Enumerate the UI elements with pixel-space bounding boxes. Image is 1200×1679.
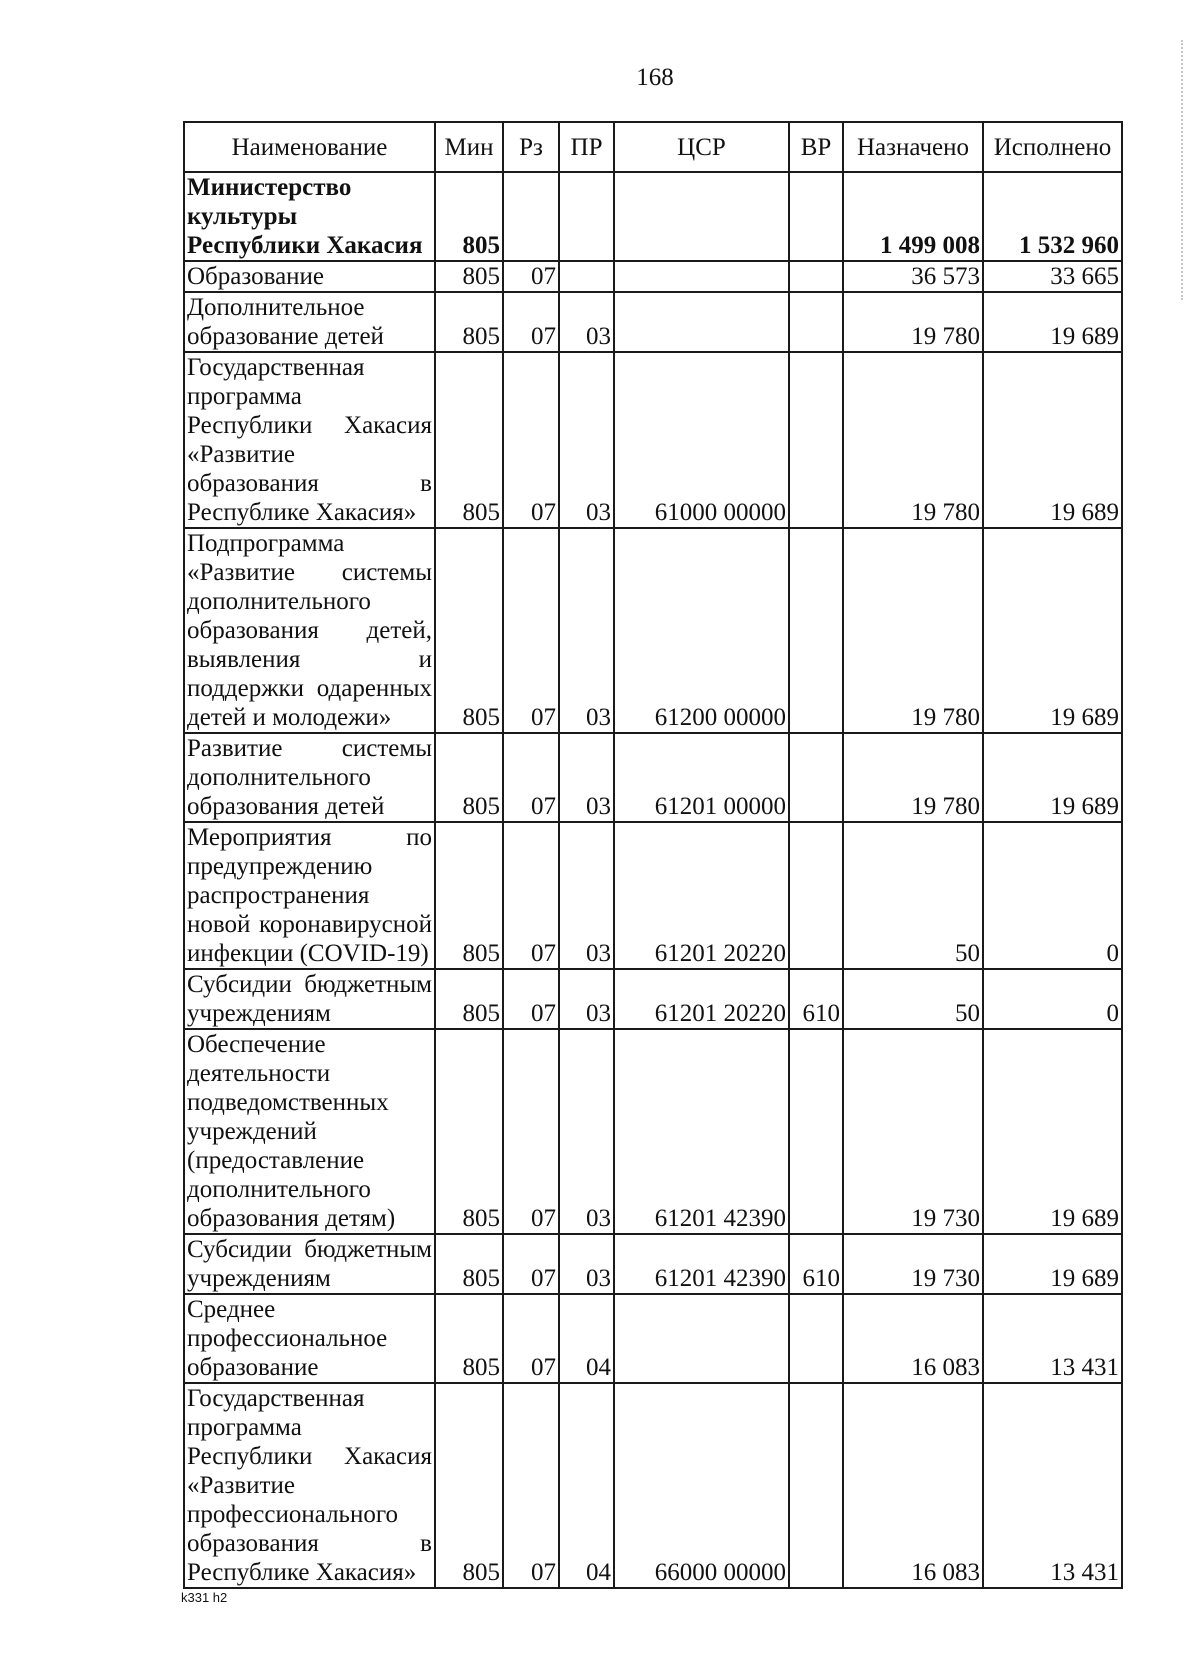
cell-vr [789,1383,843,1588]
footer-code: k331 h2 [181,1590,228,1605]
page-number: 168 [636,64,674,91]
cell-min: 805 [435,1383,503,1588]
scan-artifact [1181,40,1187,300]
cell-pr: 03 [559,822,614,969]
column-header-min: Мин [435,122,503,172]
cell-pr: 04 [559,1294,614,1383]
cell-vr [789,528,843,733]
cell-csr [614,172,789,261]
cell-min: 805 [435,172,503,261]
column-header-rz: Рз [503,122,559,172]
table-row [184,172,1122,261]
cell-assigned: 50 [843,969,983,1029]
cell-min: 805 [435,352,503,528]
cell-rz: 07 [503,1234,559,1294]
cell-executed: 19 689 [983,733,1122,822]
cell-vr [789,1294,843,1383]
cell-assigned: 19 730 [843,1029,983,1234]
cell-csr: 61201 42390 [614,1234,789,1294]
cell-rz: 07 [503,1294,559,1383]
cell-min: 805 [435,1029,503,1234]
cell-name: Развитие системы дополнительного образования детей [184,733,435,822]
cell-pr [559,172,614,261]
cell-vr [789,352,843,528]
cell-rz: 07 [503,528,559,733]
cell-vr [789,733,843,822]
cell-executed: 19 689 [983,352,1122,528]
cell-assigned: 36 573 [843,261,983,292]
cell-name: Субсидии бюджетным учреждениям [184,1234,435,1294]
table-row [184,292,1122,352]
cell-rz: 07 [503,292,559,352]
cell-name: Министерство культуры Республики Хакасия [184,172,435,261]
column-header-vr: ВР [789,122,843,172]
cell-pr: 03 [559,528,614,733]
cell-executed: 33 665 [983,261,1122,292]
column-header-executed: Исполнено [983,122,1122,172]
cell-assigned: 19 730 [843,1234,983,1294]
cell-vr [789,172,843,261]
cell-assigned: 50 [843,822,983,969]
cell-csr: 61000 00000 [614,352,789,528]
cell-executed: 13 431 [983,1294,1122,1383]
cell-assigned: 19 780 [843,733,983,822]
cell-vr [789,292,843,352]
table-row [184,261,1122,292]
cell-rz [503,172,559,261]
table-row [184,969,1122,1029]
cell-min: 805 [435,292,503,352]
cell-pr: 03 [559,1234,614,1294]
cell-pr: 03 [559,352,614,528]
cell-rz: 07 [503,969,559,1029]
cell-executed: 19 689 [983,528,1122,733]
table-row [184,1294,1122,1383]
cell-assigned: 19 780 [843,292,983,352]
cell-csr: 61201 20220 [614,969,789,1029]
cell-name: Обеспечение деятельности подведомственных учреждений (предоставление дополнительного образования детям) [184,1029,435,1234]
cell-executed: 1 532 960 [983,172,1122,261]
table-header-row [184,122,1122,172]
table-row [184,733,1122,822]
cell-assigned: 19 780 [843,352,983,528]
cell-csr: 66000 00000 [614,1383,789,1588]
cell-pr: 03 [559,292,614,352]
cell-name: Государственная программа Республики Хакасия «Развитие образования в Республике Хакасия» [184,352,435,528]
cell-vr: 610 [789,969,843,1029]
cell-name: Государственная программа Республики Хакасия «Развитие профессионального образования в Республике Хакасия» [184,1383,435,1588]
column-header-csr: ЦСР [614,122,789,172]
cell-vr [789,1029,843,1234]
cell-assigned: 16 083 [843,1383,983,1588]
cell-rz: 07 [503,1029,559,1234]
column-header-pr: ПР [559,122,614,172]
cell-min: 805 [435,822,503,969]
cell-min: 805 [435,969,503,1029]
cell-rz: 07 [503,261,559,292]
cell-min: 805 [435,261,503,292]
cell-csr: 61200 00000 [614,528,789,733]
cell-pr: 03 [559,1029,614,1234]
cell-csr: 61201 42390 [614,1029,789,1234]
cell-csr [614,292,789,352]
cell-pr: 04 [559,1383,614,1588]
cell-csr: 61201 00000 [614,733,789,822]
cell-csr [614,261,789,292]
cell-name: Дополнительное образование детей [184,292,435,352]
column-header-assigned: Назначено [843,122,983,172]
cell-assigned: 19 780 [843,528,983,733]
cell-min: 805 [435,733,503,822]
cell-pr: 03 [559,733,614,822]
table-row [184,528,1122,733]
cell-name: Подпрограмма «Развитие системы дополнительного образования детей, выявления и поддержки одаренных детей и молодежи» [184,528,435,733]
cell-csr: 61201 20220 [614,822,789,969]
cell-executed: 19 689 [983,1029,1122,1234]
cell-rz: 07 [503,352,559,528]
cell-min: 805 [435,528,503,733]
cell-name: Образование [184,261,435,292]
table-row [184,352,1122,528]
cell-min: 805 [435,1294,503,1383]
cell-rz: 07 [503,822,559,969]
cell-executed: 19 689 [983,292,1122,352]
cell-name: Субсидии бюджетным учреждениям [184,969,435,1029]
cell-vr [789,822,843,969]
cell-min: 805 [435,1234,503,1294]
table-row [184,822,1122,969]
table-row [184,1383,1122,1588]
cell-rz: 07 [503,733,559,822]
budget-table [183,121,1123,1589]
column-header-name: Наименование [184,122,435,172]
cell-vr: 610 [789,1234,843,1294]
cell-csr [614,1294,789,1383]
cell-name: Мероприятия по предупреждению распространения новой коронавирусной инфекции (COVID-19) [184,822,435,969]
cell-pr: 03 [559,969,614,1029]
cell-executed: 0 [983,822,1122,969]
cell-assigned: 16 083 [843,1294,983,1383]
cell-rz: 07 [503,1383,559,1588]
cell-executed: 19 689 [983,1234,1122,1294]
cell-assigned: 1 499 008 [843,172,983,261]
cell-name: Среднее профессиональное образование [184,1294,435,1383]
table-body [184,172,1122,1588]
cell-executed: 0 [983,969,1122,1029]
cell-pr [559,261,614,292]
table-row [184,1029,1122,1234]
table-row [184,1234,1122,1294]
cell-executed: 13 431 [983,1383,1122,1588]
cell-vr [789,261,843,292]
